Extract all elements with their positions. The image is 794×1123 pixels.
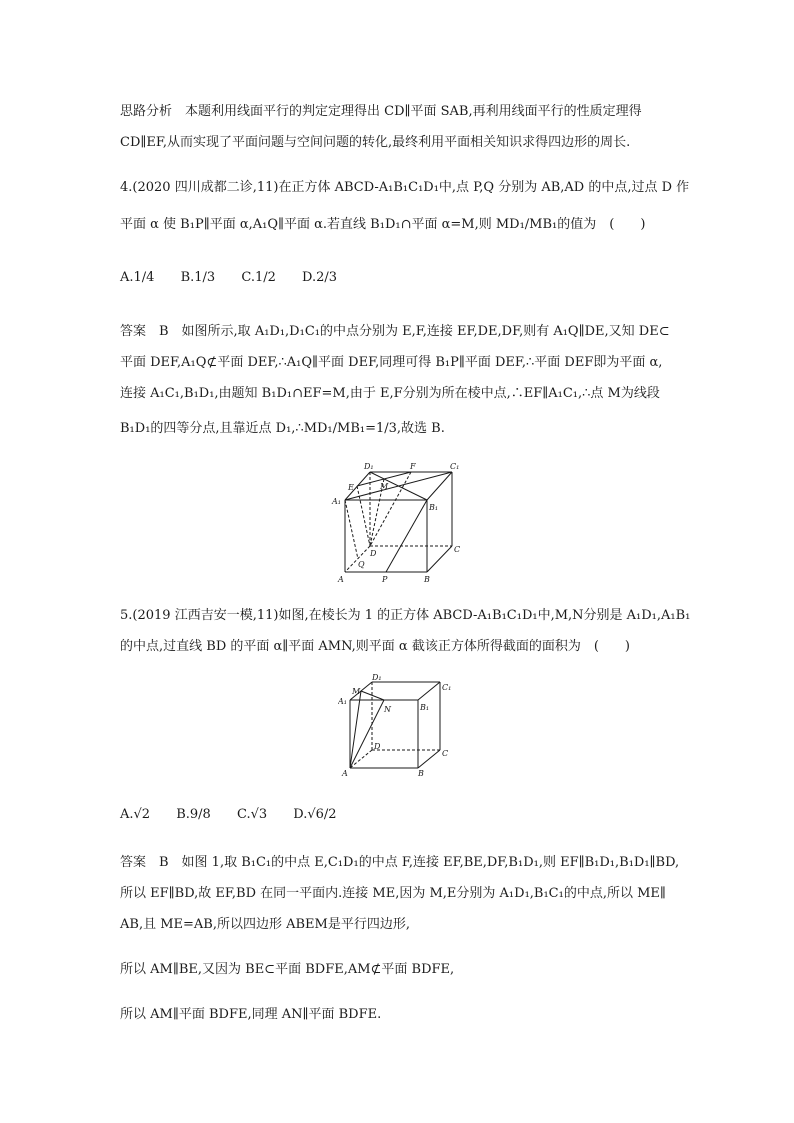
q4-answer-line-1: 答案 B 如图所示,取 A₁D₁,D₁C₁的中点分别为 E,F,连接 EF,DE,DF,则有 A₁Q∥DE,又知 DE⊂ — [120, 324, 670, 339]
q5-answer-line-5: 所以 AM∥平面 BDFE,同理 AN∥平面 BDFE. — [120, 1007, 382, 1022]
q5-option-d: D.√6/2 — [293, 807, 337, 822]
q5-stem-line-1: 5.(2019 江西吉安一模,11)如图,在棱长为 1 的正方体 ABCD-A₁B₁C₁D₁中,M,N分别是 A₁D₁,A₁B₁ — [120, 608, 691, 623]
label-m: M — [380, 482, 389, 491]
label-a1: A₁ — [338, 697, 347, 706]
edge-cb — [427, 546, 452, 572]
label-d1: D₁ — [364, 462, 374, 471]
line-b1p — [386, 500, 427, 572]
analysis-line-2: CD∥EF,从而实现了平面问题与空间问题的转化,最终利用平面相关知识求得四边形的周长. — [120, 135, 631, 150]
q4-answer-line-2: 平面 DEF,A₁Q⊄平面 DEF,∴A₁Q∥平面 DEF,同理可得 B₁P∥平面 DEF,∴平面 DEF即为平面 α, — [120, 355, 663, 370]
q5-stem-line-2: 的中点,过直线 BD 的平面 α∥平面 AMN,则平面 α 截该正方体所得截面的面积为 ( ) — [120, 639, 630, 654]
label-e: E — [348, 483, 354, 492]
label-p: P — [382, 575, 388, 584]
q4-option-b: B.1/3 — [180, 270, 216, 285]
q5-answer-line-1: 答案 B 如图 1,取 B₁C₁的中点 E,C₁D₁的中点 F,连接 EF,BE,DF,B₁D₁,则 EF∥B₁D₁,B₁D₁∥BD, — [120, 855, 680, 870]
label-f: F — [410, 462, 416, 471]
q5-answer-line-2: 所以 EF∥BD,故 EF,BD 在同一平面内.连接 ME,因为 M,E分别为 A₁D₁,B₁C₁的中点,所以 ME∥ — [120, 886, 666, 901]
hidden-line-fd — [370, 472, 411, 546]
label-q: Q — [358, 560, 365, 569]
label-a: A — [338, 575, 344, 584]
hidden-line-a1q — [345, 500, 358, 559]
edge-c1b1 — [427, 472, 452, 500]
q5-answer-line-4: 所以 AM∥BE,又因为 BE⊂平面 BDFE,AM⊄平面 BDFE, — [120, 962, 455, 977]
q4-options — [120, 268, 359, 288]
q5-options — [120, 805, 359, 825]
q4-answer-line-4: B₁D₁的四等分点,且靠近点 D₁,∴MD₁/MB₁=1/3,故选 B. — [120, 421, 445, 436]
label-b: B — [424, 575, 430, 584]
label-b1: B₁ — [429, 503, 439, 512]
label-m: M — [352, 687, 361, 696]
q4-answer-line-3: 连接 A₁C₁,B₁D₁,由题知 B₁D₁∩EF=M,由于 E,F分别为所在棱中点,∴EF∥A₁C₁,∴点 M为线段 — [120, 386, 660, 401]
q4-option-c: C.1/2 — [241, 270, 276, 285]
q5-cube-figure — [338, 672, 458, 780]
label-d1: D₁ — [372, 673, 382, 682]
label-d: D — [370, 549, 377, 558]
q5-answer-line-3: AB,且 ME=AB,所以四边形 ABEM是平行四边形, — [120, 917, 410, 932]
label-d: D — [374, 742, 381, 751]
label-n: N — [384, 705, 391, 714]
label-c: C — [454, 545, 461, 554]
q4-stem-line-1: 4.(2020 四川成都二诊,11)在正方体 ABCD-A₁B₁C₁D₁中,点 P,Q 分别为 AB,AD 的中点,过点 D 作 — [120, 180, 690, 195]
label-b: B — [418, 769, 424, 778]
label-c1: C₁ — [450, 462, 460, 471]
q4-cube-figure — [330, 460, 470, 585]
q5-option-b: B.9/8 — [176, 807, 211, 822]
analysis-line-1: 思路分析 本题利用线面平行的判定定理得出 CD∥平面 SAB,再利用线面平行的性质定理得 — [120, 104, 642, 119]
line-d1b1 — [370, 472, 427, 500]
edge-c1b1 — [418, 682, 440, 700]
q4-option-d: D.2/3 — [302, 270, 338, 285]
edge-cb — [418, 750, 440, 768]
label-a: A — [342, 769, 348, 778]
q4-stem-line-2: 平面 α 使 B₁P∥平面 α,A₁Q∥平面 α.若直线 B₁D₁∩平面 α=M,则 MD₁/MB₁的值为 ( ) — [120, 217, 646, 232]
label-a1: A₁ — [332, 497, 341, 506]
hidden-edge-da — [350, 750, 372, 768]
label-c1: C₁ — [442, 683, 452, 692]
q5-option-c: C.√3 — [236, 807, 268, 822]
q5-option-a: A.√2 — [120, 807, 151, 822]
q4-option-a: A.1/4 — [120, 270, 155, 285]
label-c: C — [442, 749, 449, 758]
label-b1: B₁ — [420, 703, 430, 712]
